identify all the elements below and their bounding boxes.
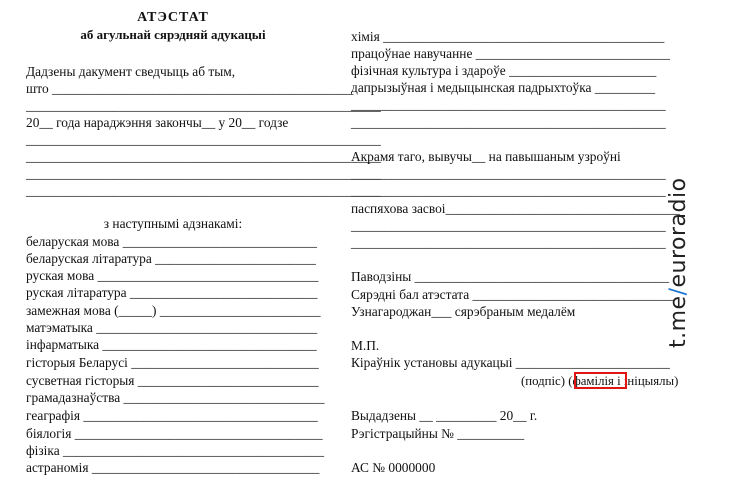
subject-line: хімія __________________________________________	[351, 29, 665, 44]
watermark-part1: t.me	[666, 295, 691, 348]
initials-caption: і ініцыялы)	[617, 374, 679, 388]
subject-line: замежная мова (_____) ________________________	[26, 303, 321, 318]
stamp-label: М.П.	[351, 338, 380, 353]
issued-statement: Дадзены дакумент сведчыць аб тым,	[26, 64, 236, 79]
document-title: АТЭСТАТ	[137, 10, 209, 25]
document-subtitle: аб агульнай сярэдняй адукацыі	[80, 27, 266, 42]
subject-line: руская літаратура ____________________________	[26, 285, 318, 300]
watermark	[666, 177, 691, 348]
blank-line: _______________________________________________	[351, 235, 666, 250]
average-score-line: Сярэдні бал атэстата ______________________________	[351, 287, 674, 302]
blank-line: _______________________________________________	[351, 218, 666, 233]
subject-line: інфарматыка ________________________________	[26, 337, 317, 352]
subject-line: геаграфія ___________________________________	[26, 408, 318, 423]
highlight-box	[574, 372, 627, 389]
blank-line: _______________________________________________	[351, 183, 666, 198]
subject-line: беларуская мова _____________________________	[26, 234, 317, 249]
issue-date-line: Выдадзены __ _________ 20__ г.	[351, 408, 538, 423]
head-signature-line: Кіраўнік установы адукацыі _______________________	[351, 355, 670, 370]
subject-line: гісторыя Беларусі ____________________________	[26, 355, 319, 370]
subject-line: дапрызыўная і медыцынская падрыхтоўка _________	[351, 80, 656, 95]
behavior-line: Паводзіны ______________________________________	[351, 269, 670, 284]
blank-line: _____________________________________________________	[26, 98, 381, 113]
blank-line: _____________________________________________________	[26, 149, 381, 164]
blank-line: _______________________________________________	[351, 97, 666, 112]
medal-line: Узнагароджан___ сярэбраным медалём	[351, 304, 576, 319]
subject-line: біялогія _____________________________________	[26, 426, 323, 441]
registration-line: Рэгістрацыйны № __________	[351, 426, 525, 441]
blank-line: _______________________________________________	[351, 115, 666, 130]
advanced-study-line: Акрамя таго, вывучы__ на павышаным узроўні	[351, 149, 621, 164]
subject-line: грамадазнаўства ______________________________	[26, 390, 325, 405]
subject-line: сусветная гісторыя ___________________________	[26, 373, 319, 388]
serial-number: АС № 0000000	[351, 460, 436, 475]
sign-caption: (подпіс)	[521, 374, 565, 388]
surname-caption: (фамілія	[568, 374, 614, 388]
subject-line: матэматыка _________________________________	[26, 320, 318, 335]
subject-line: фізіка _______________________________________	[26, 443, 325, 458]
birth-year-line: 20__ года нараджэння закончы__ у 20__ годзе	[26, 115, 289, 130]
subject-line: руская мова _________________________________	[26, 268, 319, 283]
subject-line: працоўнае навучанне _____________________________	[351, 46, 670, 61]
grades-heading: з наступнымі адзнакамі:	[103, 216, 243, 231]
blank-line: _____________________________________________________	[26, 183, 381, 198]
subject-line: фізічная культура і здароўе ______________________	[351, 63, 657, 78]
name-line: што _____________________________________________	[26, 81, 354, 96]
subject-line: беларуская літаратура ________________________	[26, 251, 316, 266]
watermark-part2: euroradio	[666, 177, 691, 288]
watermark-slash: /	[666, 287, 691, 296]
mastered-line: паспяхова засвоі___________________________________	[351, 201, 680, 216]
blank-line: _______________________________________________	[351, 166, 666, 181]
blank-line: _____________________________________________________	[26, 132, 381, 147]
subject-line: астраномія __________________________________	[26, 460, 320, 475]
blank-line: _____________________________________________________	[26, 166, 381, 181]
